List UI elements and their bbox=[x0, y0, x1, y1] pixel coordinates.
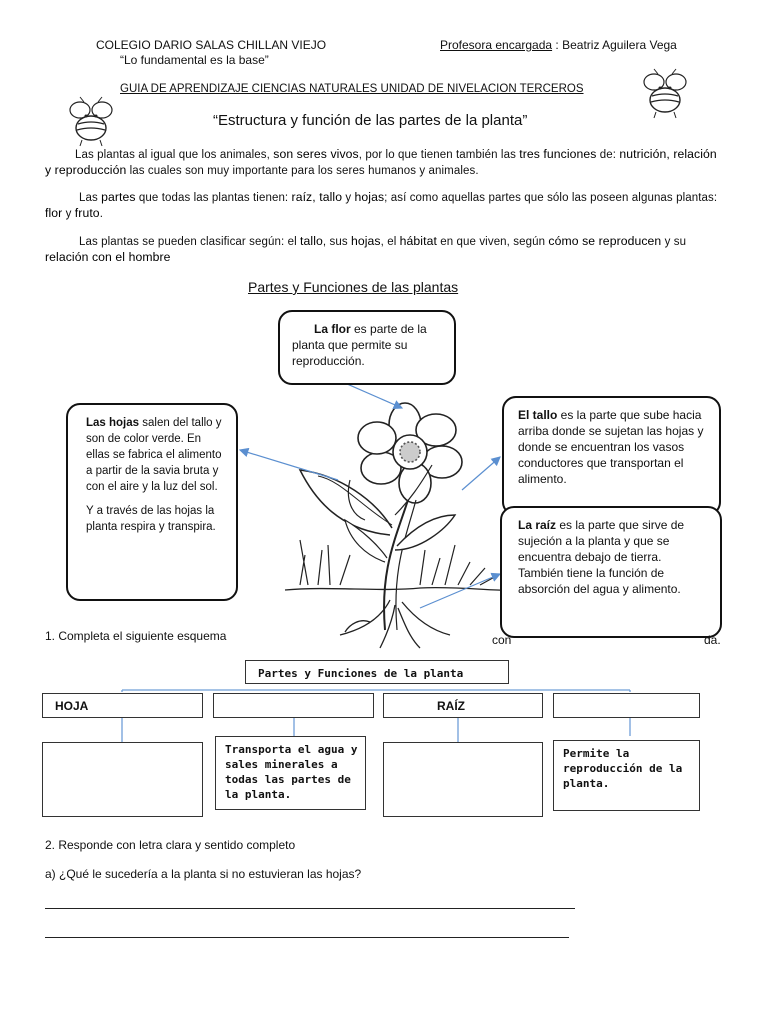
bee-left-illustration bbox=[62, 96, 118, 148]
bee-right-illustration bbox=[636, 68, 692, 120]
scheme-top-box-1[interactable]: HOJA bbox=[42, 693, 203, 718]
callout-flor-text: es parte de la planta que permite su reproducción. bbox=[292, 322, 427, 368]
teacher-sep: : bbox=[552, 38, 563, 52]
callout-hojas-text2: Y a través de las hojas la planta respira y transpira. bbox=[86, 505, 216, 533]
school-name: COLEGIO DARIO SALAS CHILLAN VIEJO bbox=[96, 38, 327, 52]
callout-flor bbox=[278, 310, 456, 385]
exercise-2-instruction: 2. Responde con letra clara y sentido completo bbox=[45, 838, 296, 852]
root-icon bbox=[340, 600, 450, 648]
arrow-raiz bbox=[420, 574, 500, 608]
exercise-1-instruction: 1. Completa el siguiente esquema bbox=[45, 629, 227, 643]
teacher-label: Profesora encargada bbox=[440, 38, 553, 52]
question-a: a) ¿Qué le sucedería a la planta si no estuvieran las hojas? bbox=[45, 867, 362, 881]
callout-raiz-text: es la parte que sirve de sujeción a la planta y que se encuentra debajo de tierra. También tiene la función de absorción del agua y alimento. bbox=[518, 518, 685, 596]
callout-tallo-text: es la parte que sube hacia arriba donde se sujetan las hojas y donde se encuentran los vasos conductores que transportan el alimento. bbox=[518, 408, 704, 486]
motto: “Lo fundamental es la base” bbox=[120, 53, 269, 67]
paragraph-2: Las partes que todas las plantas tienen: raíz, tallo y hojas; así como aquellas partes que sólo las poseen algunas plantas: flor y fruto. bbox=[45, 190, 718, 220]
scheme-top-box-4[interactable] bbox=[553, 693, 700, 718]
callout-raiz-head: La raíz bbox=[518, 518, 557, 532]
guide-title: GUIA DE APRENDIZAJE CIENCIAS NATURALES UNIDAD DE NIVELACION TERCEROS bbox=[120, 83, 584, 95]
scheme-bottom-box-4: Permite la reproducción de la planta. bbox=[553, 740, 700, 811]
scheme-top-box-3[interactable]: RAÍZ bbox=[383, 693, 543, 718]
scheme-bottom-box-1[interactable] bbox=[42, 742, 203, 817]
paragraph-1: Las plantas al igual que los animales, son seres vivos, por lo que tienen también las tres funciones de: nutrición, relación y reproducción las cuales son muy importante para los seres humanos y animales. bbox=[45, 147, 717, 177]
worksheet-title: “Estructura y función de las partes de la planta” bbox=[213, 112, 528, 129]
exercise-1-partial-end: da. bbox=[704, 633, 721, 647]
scheme-top-box-2[interactable] bbox=[213, 693, 374, 718]
callout-flor-head: La flor bbox=[314, 322, 351, 336]
paragraph-3: Las plantas se pueden clasificar según: el tallo, sus hojas, el hábitat en que viven, según cómo se reproducen y su relación con el hombre bbox=[45, 234, 687, 264]
flower-icon bbox=[358, 403, 462, 503]
answer-line-2[interactable] bbox=[45, 937, 569, 938]
scheme-bottom-box-2: Transporta el agua y sales minerales a todas las partes de la planta. bbox=[215, 736, 366, 810]
callout-hojas-head: Las hojas bbox=[86, 417, 140, 429]
callout-tallo-head: El tallo bbox=[518, 408, 558, 422]
teacher-line bbox=[440, 38, 677, 52]
callout-raiz bbox=[500, 506, 722, 638]
exercise-1-partial-right: con bbox=[492, 633, 512, 647]
section-title: Partes y Funciones de las plantas bbox=[248, 279, 459, 295]
answer-line-1[interactable] bbox=[45, 908, 575, 909]
leaf-right-icon bbox=[395, 515, 455, 550]
callout-hojas-text: salen del tallo y son de color verde. En ellas se fabrica el alimento a partir de la savia bruta y con el aire y la luz del sol. bbox=[86, 417, 222, 493]
scheme-bottom-box-3[interactable] bbox=[383, 742, 543, 817]
callout-hojas bbox=[66, 403, 238, 601]
callout-tallo bbox=[502, 396, 721, 516]
arrow-tallo bbox=[462, 457, 500, 490]
teacher-name: Beatriz Aguilera Vega bbox=[562, 38, 677, 52]
scheme-root-label: Partes y Funciones de la planta bbox=[258, 667, 464, 680]
scheme-root-box bbox=[245, 660, 509, 684]
arrow-hojas bbox=[240, 450, 338, 480]
